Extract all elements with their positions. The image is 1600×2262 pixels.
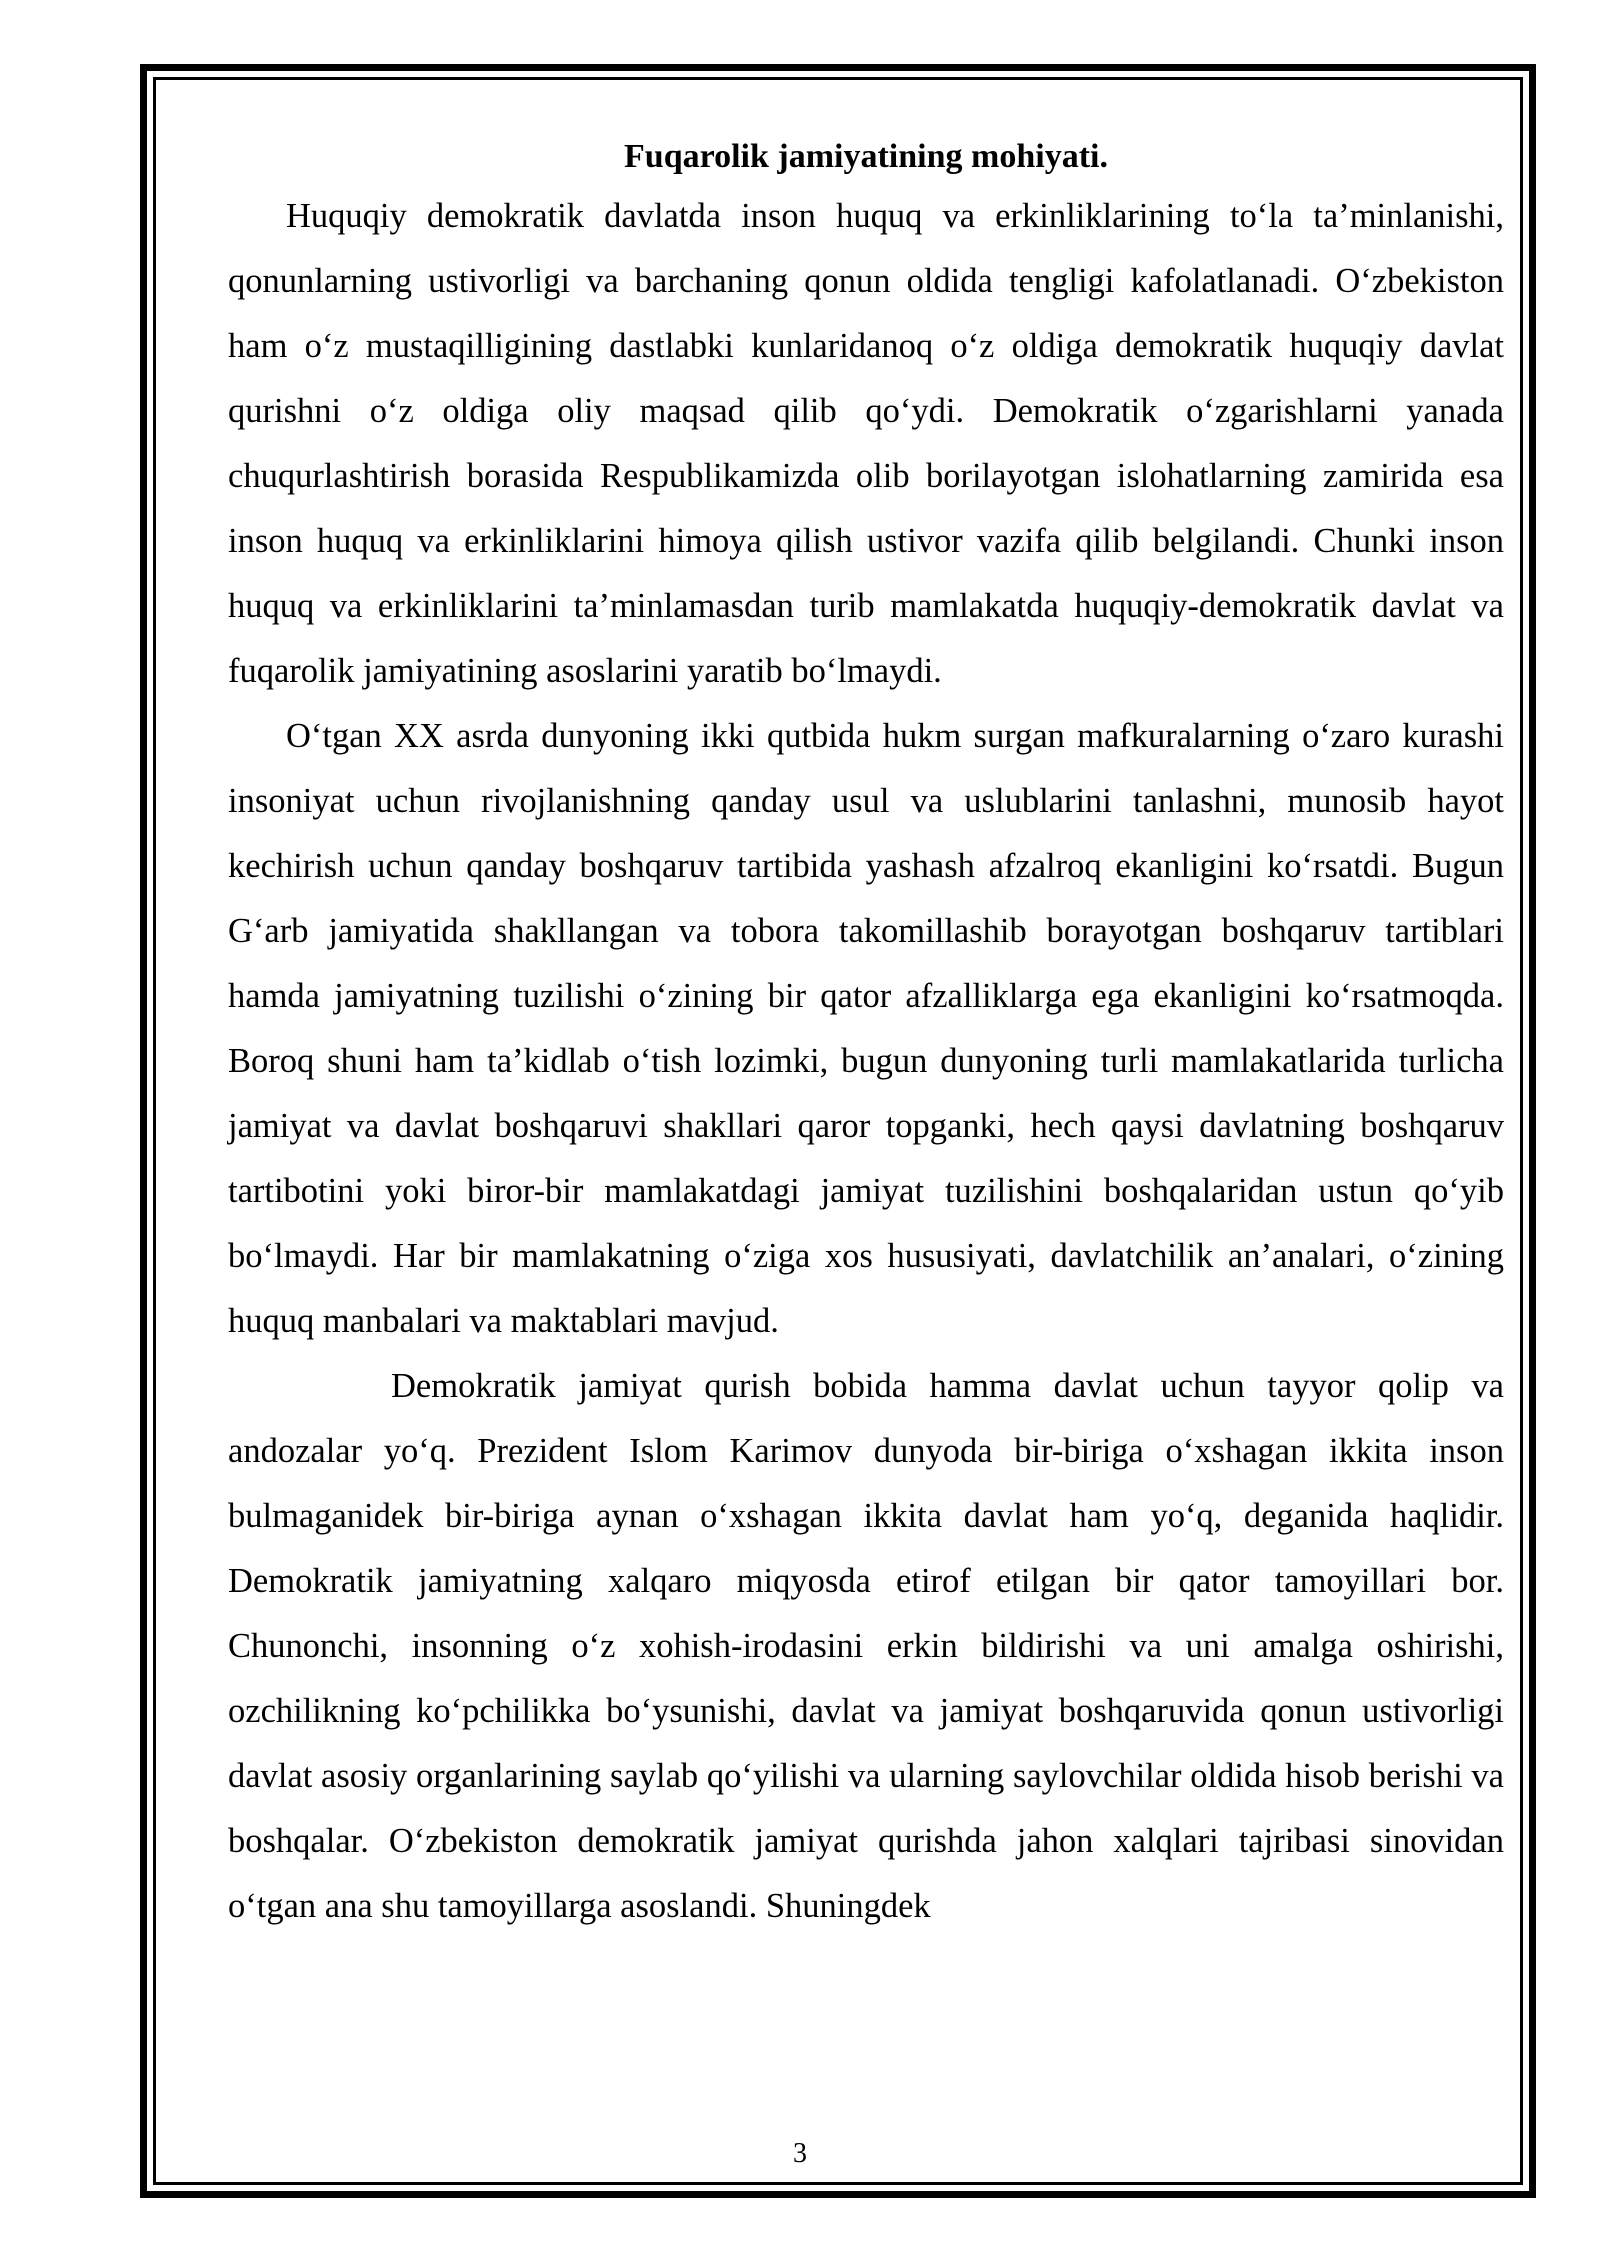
page-number: 3 — [793, 2138, 807, 2169]
paragraph-3: Demokratik jamiyat qurish bobida hamma davlat uchun tayyor qolip va andozalar yo‘q. Prezident Islom Karimov dunyoda bir-biriga o‘xshagan ikkita inson bulmaganidek bir-biriga aynan o‘xshagan ikkita davlat ham yo‘q, deganida haqlidir. Demokratik jamiyatning xalqaro miqyosda etirof etilgan bir qator tamoyillari bor. Chunonchi, insonning o‘z xohish-irodasini erkin bildirishi va uni amalga oshirishi, ozchilikning ko‘pchilikka bo‘ysunishi, davlat va jamiyat boshqaruvida qonun ustivorligi davlat asosiy organlarining saylab qo‘yilishi va ularning saylovchilar oldida hisob berishi va boshqalar. O‘zbekiston demokratik jamiyat qurishda jahon xalqlari tajribasi sinovidan o‘tgan ana shu tamoyillarga asoslandi. Shuningdek — [228, 1367, 1504, 1925]
document-title: Fuqarolik jamiyatining mohiyati. — [624, 138, 1108, 175]
paragraph-1: Huquqiy demokratik davlatda inson huquq va erkinliklarining to‘la ta’minlanishi, qonunlarning ustivorligi va barchaning qonun oldida tengligi kafolatlanadi. O‘zbekiston ham o‘z mustaqilligining dastlabki kunlaridanoq o‘z oldiga demokratik huquqiy davlat qurishni o‘z oldiga oliy maqsad qilib qo‘ydi. Demokratik o‘zgarishlarni yanada chuqurlashtirish borasida Respublikamizda olib borilayotgan islohatlarning zamirida esa inson huquq va erkinliklarini himoya qilish ustivor vazifa qilib belgilandi. Chunki inson huquq va erkinliklarini ta’minlamasdan turib mamlakatda huquqiy-demokratik davlat va fuqarolik jamiyatining asoslarini yaratib bo‘lmaydi. — [228, 197, 1504, 690]
document-body — [228, 130, 1504, 1939]
paragraph-2: O‘tgan XX asrda dunyoning ikki qutbida hukm surgan mafkuralarning o‘zaro kurashi insoniyat uchun rivojlanishning qanday usul va uslublarini tanlashni, munosib hayot kechirish uchun qanday boshqaruv tartibida yashash afzalroq ekanligini ko‘rsatdi. Bugun G‘arb jamiyatida shakllangan va tobora takomillashib borayotgan boshqaruv tartiblari hamda jamiyatning tuzilishi o‘zining bir qator afzalliklarga ega ekanligini ko‘rsatmoqda. Boroq shuni ham ta’kidlab o‘tish lozimki, bugun dunyoning turli mamlakatlarida turlicha jamiyat va davlat boshqaruvi shakllari qaror topganki, hech qaysi davlatning boshqaruv tartibotini yoki biror-bir mamlakatdagi jamiyat tuzilishini boshqalaridan ustun qo‘yib bo‘lmaydi. Har bir mamlakatning o‘ziga xos hususiyati, davlatchilik an’analari, o‘zining huquq manbalari va maktablari mavjud. — [228, 717, 1504, 1340]
